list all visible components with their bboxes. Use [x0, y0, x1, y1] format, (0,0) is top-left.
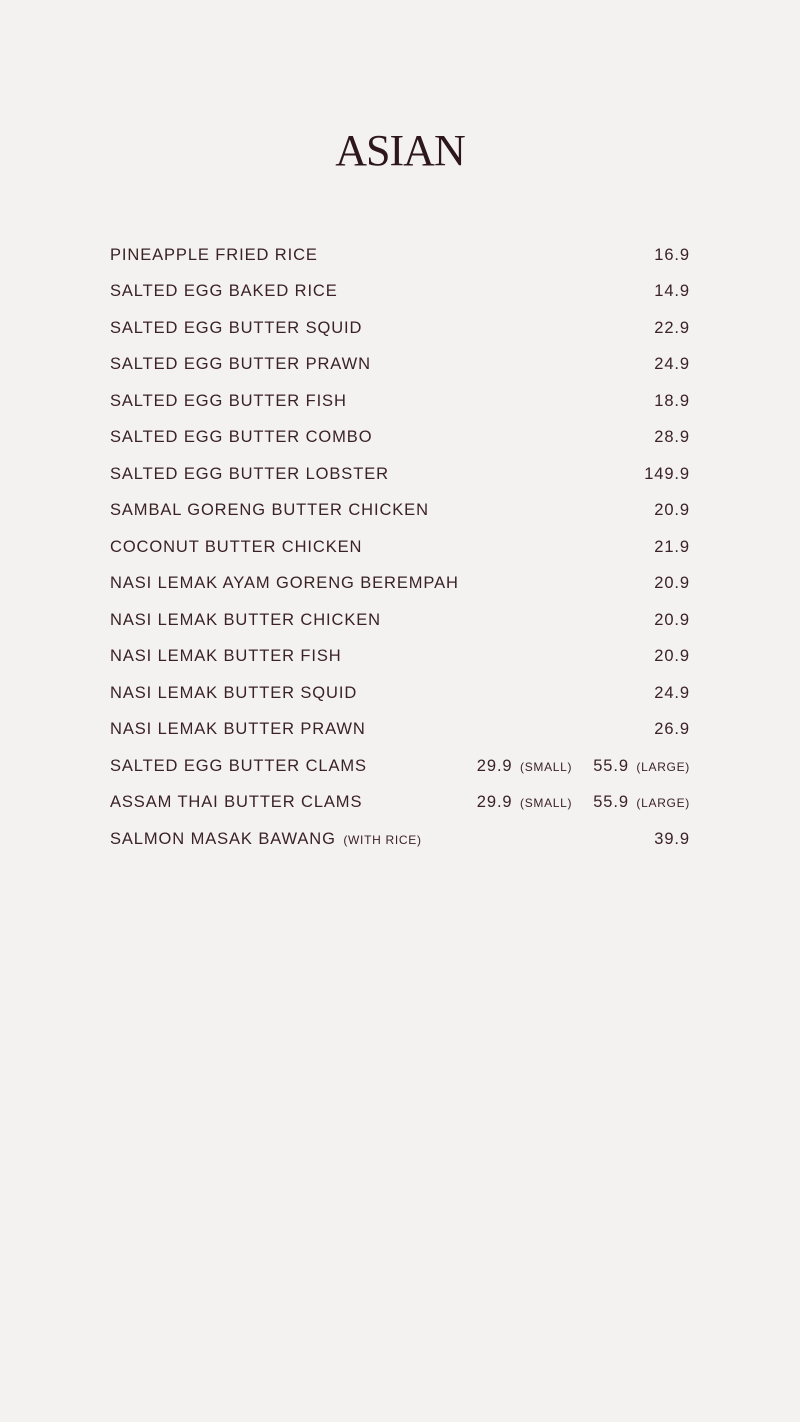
- menu-item: [110, 675, 690, 712]
- item-note: (WITH RICE): [343, 832, 422, 847]
- price-small: 29.9: [476, 756, 513, 775]
- item-name: SALTED EGG BAKED RICE: [110, 282, 338, 301]
- menu-item: [110, 529, 690, 566]
- item-price: 28.9: [654, 428, 690, 447]
- item-price: 24.9: [654, 683, 690, 702]
- item-name: NASI LEMAK BUTTER PRAWN: [110, 720, 366, 739]
- menu-item: [110, 456, 690, 493]
- menu-item: [110, 310, 690, 347]
- item-price: 39.9: [654, 829, 690, 848]
- size-label-large: (LARGE): [636, 796, 690, 811]
- size-label-small: (SMALL): [520, 796, 573, 811]
- menu-list: [110, 237, 690, 858]
- menu-item: [110, 420, 690, 457]
- item-name: SALMON MASAK BAWANG: [110, 829, 336, 848]
- item-name: NASI LEMAK BUTTER FISH: [110, 647, 342, 666]
- menu-item: [110, 566, 690, 603]
- item-price: 24.9: [654, 355, 690, 374]
- menu-item: [110, 602, 690, 639]
- item-name: ASSAM THAI BUTTER CLAMS: [110, 793, 363, 812]
- menu-item: [110, 274, 690, 311]
- item-price: 26.9: [654, 720, 690, 739]
- menu-item: [110, 821, 690, 858]
- menu-item: [110, 639, 690, 676]
- menu-item: [110, 493, 690, 530]
- item-name: NASI LEMAK BUTTER SQUID: [110, 683, 358, 702]
- item-name: COCONUT BUTTER CHICKEN: [110, 537, 363, 556]
- menu-title: ASIAN: [335, 126, 465, 175]
- menu-item: [110, 748, 690, 785]
- item-name: SALTED EGG BUTTER SQUID: [110, 318, 363, 337]
- item-name: NASI LEMAK BUTTER CHICKEN: [110, 610, 381, 629]
- item-name: PINEAPPLE FRIED RICE: [110, 245, 318, 264]
- item-price: 20.9: [654, 574, 690, 593]
- item-name: SALTED EGG BUTTER LOBSTER: [110, 464, 389, 483]
- size-label-large: (LARGE): [636, 759, 690, 774]
- menu-item: [110, 347, 690, 384]
- item-name: SAMBAL GORENG BUTTER CHICKEN: [110, 501, 429, 520]
- item-price: 16.9: [654, 245, 690, 264]
- item-price: 149.9: [644, 464, 690, 483]
- item-price: 20.9: [654, 647, 690, 666]
- menu-item: [110, 785, 690, 822]
- item-name: SALTED EGG BUTTER COMBO: [110, 428, 373, 447]
- item-name: NASI LEMAK AYAM GORENG BEREMPAH: [110, 574, 459, 593]
- item-name: SALTED EGG BUTTER FISH: [110, 391, 347, 410]
- price-large: 55.9: [593, 756, 629, 775]
- item-price: 20.9: [654, 610, 690, 629]
- size-label-small: (SMALL): [520, 759, 573, 774]
- item-price: 22.9: [654, 318, 690, 337]
- item-name: SALTED EGG BUTTER CLAMS: [110, 756, 367, 775]
- price-small: 29.9: [476, 793, 513, 812]
- item-name: SALTED EGG BUTTER PRAWN: [110, 355, 371, 374]
- menu-item: [110, 237, 690, 274]
- price-large: 55.9: [593, 793, 629, 812]
- item-price: 20.9: [654, 501, 690, 520]
- menu-item: [110, 383, 690, 420]
- menu-item: [110, 712, 690, 749]
- item-price: 14.9: [654, 282, 690, 301]
- item-price: 21.9: [654, 537, 690, 556]
- item-price: 18.9: [654, 391, 690, 410]
